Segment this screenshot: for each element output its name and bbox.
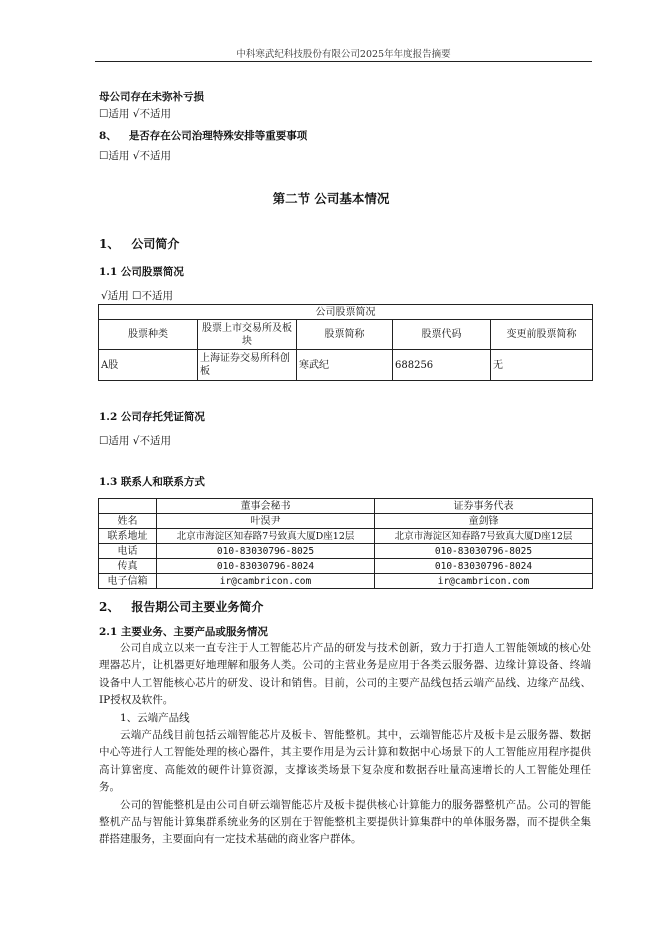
s2-heading [99,600,263,614]
s12-options: ☐适用 √不适用 [99,435,171,447]
contact-header-representative: 证券事务代表 [375,499,593,514]
contact-representative-email: ir@cambricon.com [375,574,593,589]
stock-cell-exchange: 上海证券交易所科创板 [198,350,297,381]
paragraph-cloud-products: 云端产品线目前包括云端智能芯片及板卡、智能整机。其中，云端智能芯片及板卡是云服务器、数据中心等进行人工智能处理的核心器件，其主要作用是为云计算和数据中心场景下的人工智能应用程序提供高计算密度、高能效的硬件计算资源，支撑该类场景下复杂度和数据吞吐量高速增长的人工智能处理任务。 [99,729,591,794]
stock-cell-type: A股 [99,350,198,381]
contact-representative-address: 北京市海淀区知春路7号致真大厦D座12层 [375,529,593,544]
contact-header-secretary: 董事会秘书 [157,499,375,514]
s13-title: 1.3 联系人和联系方式 [99,476,205,488]
item8-number: 8、 [99,130,117,142]
s2-number: 2、 [99,600,120,614]
contact-table [98,498,593,589]
loss-options: ☐适用 √不适用 [99,108,171,120]
contact-label-address: 联系地址 [99,529,157,544]
contact-label-phone: 电话 [99,544,157,559]
s11-title: 1.1 公司股票简况 [99,266,184,278]
stock-header-former-name: 变更前股票简称 [491,320,593,350]
paragraph-cloud-heading: 1、云端产品线 [120,711,190,724]
contact-label-fax: 传真 [99,559,157,574]
s1-heading [99,237,179,251]
contact-secretary-email: ir@cambricon.com [157,574,375,589]
business-description [99,640,591,849]
section-title: 第二节 公司基本情况 [272,191,390,206]
contact-label-email: 电子信箱 [99,574,157,589]
item8-title: 是否存在公司治理特殊安排等重要事项 [128,130,308,142]
contact-secretary-address: 北京市海淀区知春路7号致真大厦D座12层 [157,529,375,544]
paragraph-smart-servers: 公司的智能整机是由公司自研云端智能芯片及板卡提供核心计算能力的服务器整机产品。公司的智能整机产品与智能计算集群系统业务的区别在于智能整机主要提供计算集群中的单体服务器，而不提供全集群搭建服务，主要面向有一定技术基础的商业客户群体。 [99,798,591,846]
loss-title: 母公司存在未弥补亏损 [99,91,204,103]
s21-title: 2.1 主要业务、主要产品或服务情况 [99,626,268,638]
stock-table [98,304,593,381]
stock-cell-code: 688256 [393,350,491,381]
contact-representative-phone: 010-83030796-8025 [375,544,593,559]
stock-header-type: 股票种类 [99,320,198,350]
running-header: 中科寒武纪科技股份有限公司2025年年度报告摘要 [236,49,451,60]
contact-secretary-fax: 010-83030796-8024 [157,559,375,574]
contact-representative-fax: 010-83030796-8024 [375,559,593,574]
s12-title: 1.2 公司存托凭证简况 [99,411,205,423]
item8-options: ☐适用 √不适用 [99,150,171,162]
s11-options: √适用 ☐不适用 [101,290,173,302]
stock-cell-former-name: 无 [491,350,593,381]
contact-secretary-name: 叶淏尹 [157,514,375,529]
contact-label-name: 姓名 [99,514,157,529]
stock-header-exchange: 股票上市交易所及板块 [198,320,297,350]
header-rule [95,61,592,62]
stock-header-code: 股票代码 [393,320,491,350]
item8-heading [99,129,307,143]
contact-representative-name: 童剑锋 [375,514,593,529]
s1-number: 1、 [99,237,120,251]
s1-title: 公司简介 [131,237,180,251]
stock-table-caption: 公司股票简况 [99,305,593,320]
stock-header-name: 股票简称 [297,320,393,350]
contact-secretary-phone: 010-83030796-8025 [157,544,375,559]
contact-header-blank [99,499,157,514]
s2-title: 报告期公司主要业务简介 [131,600,264,614]
stock-cell-name: 寒武纪 [297,350,393,381]
paragraph-overview: 公司自成立以来一直专注于人工智能芯片产品的研发与技术创新，致力于打造人工智能领域的核心处理器芯片，让机器更好地理解和服务人类。公司的主营业务是应用于各类云服务器、边缘计算设备、终端设备中人工智能核心芯片的研发、设计和销售。目前，公司的主要产品线包括云端产品线、边缘产品线、IP授权及软件。 [99,642,591,707]
